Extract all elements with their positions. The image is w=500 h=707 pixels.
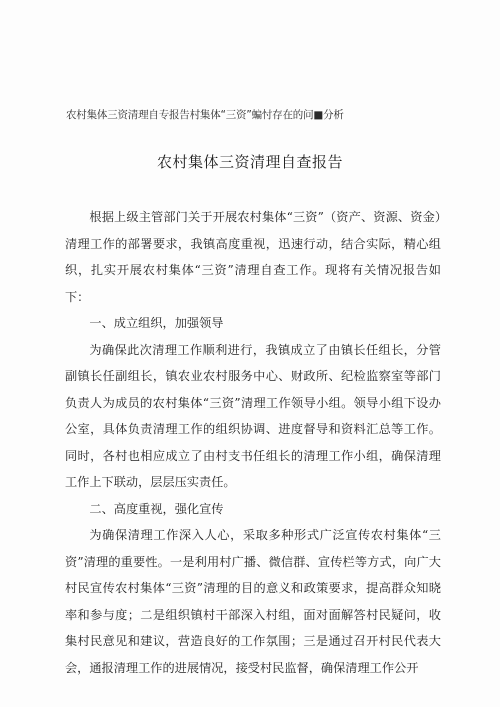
intro-paragraph: 根据上级主管部门关于开展农村集体“三资”（资产、资源、资金）清理工作的部署要求，我镇高度重视，迅速行动，结合实际，精心组织，扎实开展农村集体“三资”清理自查工作。现将有关情况报告如下： (65, 210, 441, 304)
organization-paragraph: 为确保此次清理工作顺利进行，我镇成立了由镇长任组长，分管副镇长任副组长，镇农业农村服务中心、财政所、纪检监察室等部门负责人为成员的农村集体“三资”清理工作领导小组。领导小组下设办公室，具体负责清理工作的组织协调、进度督导和资料汇总等工作。同时，各村也相应成立了由村支书任组长的清理工作小组，确保清理工作上下联动，层层压实责任。 (65, 342, 441, 489)
document-header: 农村集体三资清理自专报告村集体“三资”蝙忖存在的问■分析 (66, 109, 344, 121)
document-title: 农村集体三资清理自查报告 (156, 153, 343, 171)
publicity-paragraph: 为确保清理工作深入人心，采取多种形式广泛宣传农村集体“三资”清理的重要性。一是利用村广播、微信群、宣传栏等方式，向广大村民宣传农村集体“三资”清理的目的意义和政策要求，提高群众知晓率和参与度；二是组织镇村干部深入村组，面对面解答村民疑问，收集村民意见和建议，营造良好的工作氛围；三是通过召开村民代表大会，通报清理工作的进展情况，接受村民监督，确保清理工作公开 (65, 528, 441, 675)
section-heading-organization: 一、成立组织，加强领导 (89, 316, 224, 330)
document-body (65, 204, 441, 681)
section-heading-publicity: 二、高度重视，强化宣传 (89, 501, 224, 516)
